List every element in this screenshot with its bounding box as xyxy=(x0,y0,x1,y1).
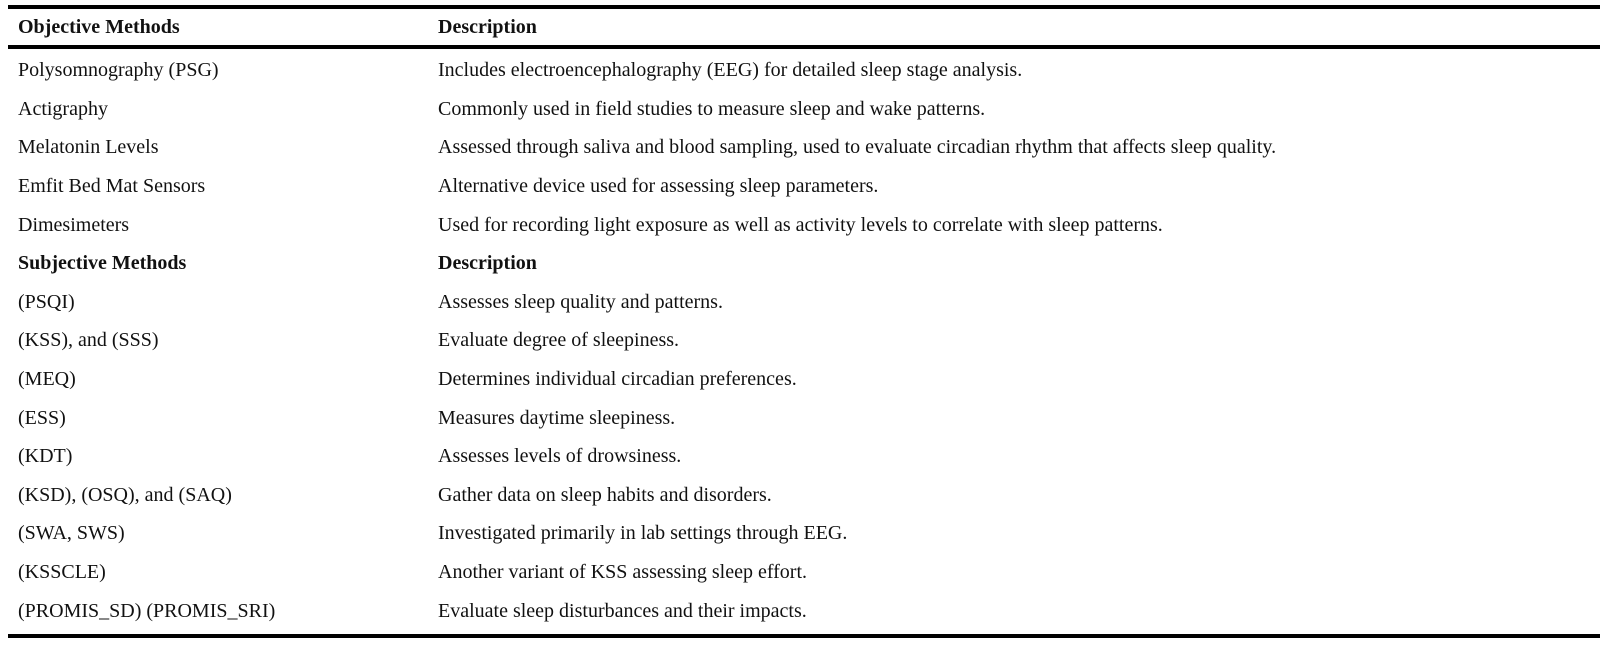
method-cell: (KDT) xyxy=(18,445,73,468)
description-cell: Assesses sleep quality and patterns. xyxy=(438,290,723,313)
section-header-row xyxy=(8,244,1600,283)
table-row xyxy=(8,90,1600,129)
description-cell: Assessed through saliva and blood sampling, used to evaluate circadian rhythm that affects sleep quality. xyxy=(438,136,1277,159)
table-row xyxy=(8,360,1600,399)
method-cell: (PSQI) xyxy=(18,290,75,313)
method-cell: (ESS) xyxy=(18,406,66,429)
table-row xyxy=(8,283,1600,322)
method-cell: Subjective Methods xyxy=(18,252,187,275)
description-cell: Measures daytime sleepiness. xyxy=(438,406,676,429)
method-cell: Actigraphy xyxy=(18,97,108,120)
method-cell: (KSSCLE) xyxy=(18,561,106,584)
table-row xyxy=(8,514,1600,553)
table-body xyxy=(8,49,1600,634)
table-bottom-rule xyxy=(8,634,1600,638)
description-cell: Another variant of KSS assessing sleep effort. xyxy=(438,561,808,584)
description-cell: Investigated primarily in lab settings through EEG. xyxy=(438,522,848,545)
description-cell: Description xyxy=(438,252,537,275)
description-cell: Commonly used in field studies to measure sleep and wake patterns. xyxy=(438,97,986,120)
table-row xyxy=(8,128,1600,167)
method-cell: (PROMIS_SD) (PROMIS_SRI) xyxy=(18,599,276,622)
method-cell: (KSD), (OSQ), and (SAQ) xyxy=(18,483,232,506)
table-row xyxy=(8,437,1600,476)
method-cell: (SWA, SWS) xyxy=(18,522,125,545)
method-cell: Emfit Bed Mat Sensors xyxy=(18,175,206,198)
method-cell: Polysomnography (PSG) xyxy=(18,59,219,82)
table-row xyxy=(8,205,1600,244)
description-cell: Determines individual circadian preferences. xyxy=(438,368,797,391)
table-row xyxy=(8,476,1600,515)
table-row xyxy=(8,167,1600,206)
method-cell: Melatonin Levels xyxy=(18,136,159,159)
method-cell: (KSS), and (SSS) xyxy=(18,329,159,352)
table-row xyxy=(8,553,1600,592)
table-row xyxy=(8,51,1600,90)
description-cell: Gather data on sleep habits and disorders. xyxy=(438,483,772,506)
table-row xyxy=(8,591,1600,630)
methods-table xyxy=(8,5,1600,638)
description-cell: Used for recording light exposure as well as activity levels to correlate with sleep patterns. xyxy=(438,213,1163,236)
header-description-cell: Description xyxy=(438,16,537,38)
table-header-row xyxy=(8,9,1600,45)
header-method-cell: Objective Methods xyxy=(18,16,180,38)
description-cell: Alternative device used for assessing sleep parameters. xyxy=(438,175,879,198)
description-cell: Evaluate degree of sleepiness. xyxy=(438,329,680,352)
description-cell: Includes electroencephalography (EEG) for detailed sleep stage analysis. xyxy=(438,59,1023,82)
description-cell: Assesses levels of drowsiness. xyxy=(438,445,682,468)
description-cell: Evaluate sleep disturbances and their impacts. xyxy=(438,599,807,622)
method-cell: (MEQ) xyxy=(18,368,76,391)
table-row xyxy=(8,321,1600,360)
method-cell: Dimesimeters xyxy=(18,213,130,236)
table-row xyxy=(8,398,1600,437)
